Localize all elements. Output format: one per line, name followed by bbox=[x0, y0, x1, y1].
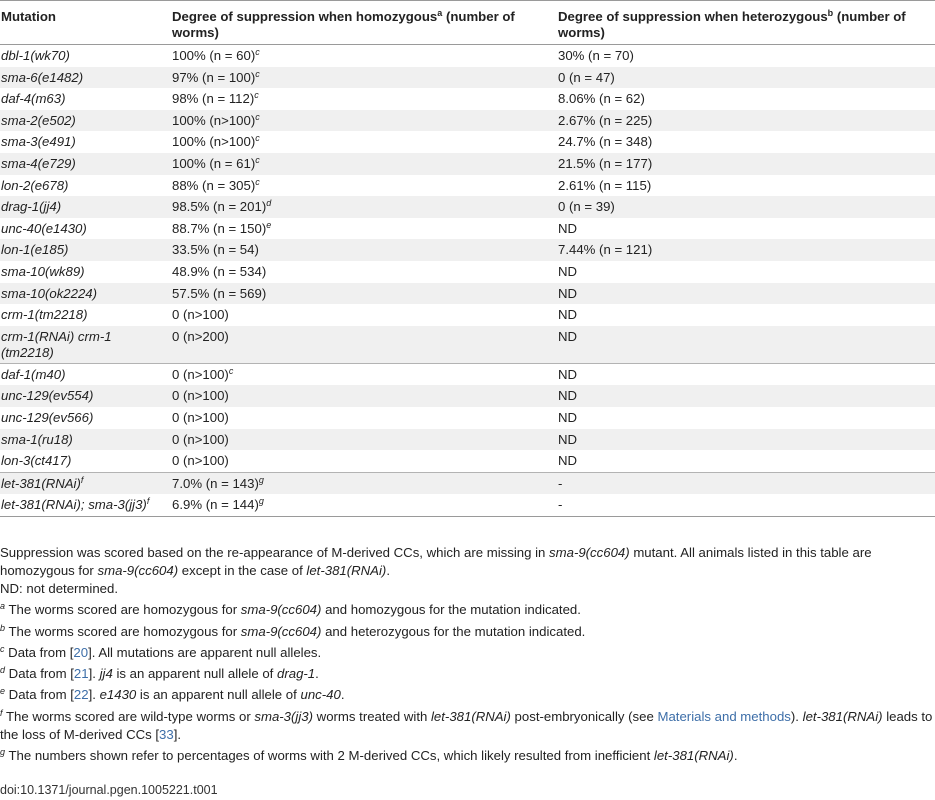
ref-link-33[interactable]: 33 bbox=[159, 726, 174, 742]
homozygous-cell: 0 (n>100) bbox=[172, 453, 229, 469]
mutation-cell: crm-1(RNAi) crm-1 (tm2218) bbox=[0, 326, 171, 364]
heterozygous-cell: ND bbox=[557, 283, 935, 305]
mutation-cell: unc-129(ev554) bbox=[0, 385, 171, 407]
homozygous-cell: 100% (n>100)$^c$ bbox=[172, 133, 260, 150]
homozygous-cell: 97% (n = 100)$^c$ bbox=[171, 67, 557, 89]
table-row bbox=[0, 45, 935, 67]
heterozygous-cell: 8.06% (n = 62) bbox=[558, 91, 645, 107]
homozygous-cell: 0 (n>100)$^c$ bbox=[171, 363, 557, 385]
ref-link-21[interactable]: 21 bbox=[73, 666, 89, 682]
mutation-cell: lon-3(ct417) bbox=[1, 453, 72, 469]
doi-text: doi:10.1371/journal.pgen.1005221.t001 bbox=[0, 783, 218, 797]
homozygous-cell: 98.5% (n = 201)$^d$ bbox=[171, 196, 557, 218]
mutation-cell: drag-1(jj4) bbox=[0, 196, 171, 218]
table-row bbox=[0, 261, 935, 283]
heterozygous-cell: - bbox=[557, 472, 935, 494]
table-row bbox=[0, 450, 935, 472]
homozygous-cell: 0 (n>100) bbox=[171, 429, 557, 451]
heterozygous-cell: ND bbox=[557, 385, 935, 407]
mutation-cell: daf-4(m63) bbox=[1, 91, 66, 107]
heterozygous-cell: ND bbox=[558, 409, 578, 425]
mutation-cell: lon-2(e678) bbox=[1, 177, 69, 193]
homozygous-cell: 0 (n>200) bbox=[171, 326, 557, 364]
heterozygous-cell: 21.5% (n = 177) bbox=[557, 153, 935, 175]
heterozygous-cell: 24.7% (n = 348) bbox=[558, 134, 653, 150]
footnote-nd: ND: not determined. bbox=[0, 581, 119, 596]
homozygous-cell: 0 (n>100) bbox=[172, 307, 229, 323]
header-heterozygous: Degree of suppression when heterozygous$^b$ (number of worms) bbox=[557, 1, 935, 45]
mutation-cell: lon-1(e185) bbox=[0, 239, 171, 261]
heterozygous-cell: 30% (n = 70) bbox=[558, 48, 634, 63]
table-row bbox=[0, 283, 935, 305]
heterozygous-cell: ND bbox=[557, 363, 935, 385]
table-row bbox=[0, 326, 935, 364]
heterozygous-cell: ND bbox=[558, 263, 578, 279]
footnote-d: $^d$ Data from [21]. jj4 is an apparent null allele of drag-1. bbox=[0, 665, 319, 682]
homozygous-cell: 100% (n = 60)$^c$ bbox=[172, 47, 260, 63]
mutation-cell: sma-10(wk89) bbox=[1, 263, 85, 279]
homozygous-cell: 48.9% (n = 534) bbox=[172, 263, 267, 279]
table-row bbox=[0, 363, 935, 385]
mutation-cell: sma-2(e502) bbox=[0, 110, 171, 132]
homozygous-cell: 7.0% (n = 143)$^g$ bbox=[171, 472, 557, 494]
heterozygous-cell: ND bbox=[558, 220, 578, 236]
footnote-e: $^e$ Data from [22]. e1430 is an apparent null allele of unc-40. bbox=[0, 686, 345, 703]
table-row bbox=[0, 131, 935, 153]
mutation-cell: sma-4(e729) bbox=[0, 153, 171, 175]
table-row bbox=[0, 494, 935, 516]
table-row bbox=[0, 304, 935, 326]
table-row bbox=[0, 472, 935, 494]
mutation-cell: unc-129(ev566) bbox=[1, 409, 94, 425]
heterozygous-cell: ND bbox=[557, 429, 935, 451]
table-row bbox=[0, 239, 935, 261]
table-row bbox=[0, 153, 935, 175]
table-row bbox=[0, 407, 935, 429]
mutation-cell: dbl-1(wk70) bbox=[1, 48, 70, 63]
footnote-f: $^f$ The worms scored are wild-type worms or sma-3(jj3) worms treated with let-381(RNAi) post-embryonically (see Materials and methods). let-381(RNAi) leads to the loss of M-derived CCs [33]. bbox=[0, 707, 933, 742]
homozygous-cell: 57.5% (n = 569) bbox=[171, 283, 557, 305]
table-header-row bbox=[0, 1, 935, 45]
table-row bbox=[0, 88, 935, 110]
homozygous-cell: 98% (n = 112)$^c$ bbox=[172, 90, 259, 107]
mutation-cell: let-381(RNAi); sma-$3(jj3)^f$ bbox=[0, 494, 171, 516]
mutation-cell: sma-1(ru18) bbox=[0, 429, 171, 451]
mutation-cell: let-381(RNAi)$^f$ bbox=[0, 472, 171, 494]
materials-methods-link[interactable]: Materials and methods bbox=[657, 708, 791, 724]
table-row bbox=[0, 429, 935, 451]
heterozygous-cell: 2.67% (n = 225) bbox=[557, 110, 935, 132]
table-row bbox=[0, 218, 935, 240]
heterozygous-cell: 7.44% (n = 121) bbox=[557, 239, 935, 261]
table-body bbox=[0, 45, 935, 517]
heterozygous-cell: 0 (n = 39) bbox=[557, 196, 935, 218]
footnote-main: Suppression was scored based on the re-appearance of M-derived CCs, which are missing in sma-9(cc604) mutant. All animals listed in this table are homozygous for sma-9(cc604) except in the case of let-381(RNAi). bbox=[0, 545, 872, 578]
heterozygous-cell: ND bbox=[557, 326, 935, 364]
heterozygous-cell: ND bbox=[558, 453, 578, 469]
heterozygous-cell: 0 (n = 47) bbox=[557, 67, 935, 89]
header-homozygous: Degree of suppression when homozygous$^a$ (number of worms) bbox=[171, 1, 557, 45]
mutation-cell: daf-1(m40) bbox=[0, 363, 171, 385]
table-row bbox=[0, 110, 935, 132]
homozygous-cell: 100% (n = 61)$^c$ bbox=[171, 153, 557, 175]
footnote-b: $^b$ The worms scored are homozygous for sma-9(cc604) and heterozygous for the mutation indicated. bbox=[0, 622, 586, 639]
table-row bbox=[0, 67, 935, 89]
heterozygous-cell: 2.61% (n = 115) bbox=[558, 177, 652, 193]
footnote-c: $^c$ Data from [20]. All mutations are apparent null alleles. bbox=[0, 643, 322, 660]
header-mutation: Mutation bbox=[0, 1, 171, 45]
mutation-cell: sma-3(e491) bbox=[1, 134, 76, 150]
ref-link-20[interactable]: 20 bbox=[73, 644, 89, 660]
homozygous-cell: 33.5% (n = 54) bbox=[171, 239, 557, 261]
table-row bbox=[0, 175, 935, 197]
homozygous-cell: 6.9% (n = 144)$^g$ bbox=[171, 494, 557, 516]
footnote-a: $^a$ The worms scored are homozygous for sma-9(cc604) and homozygous for the mutation indicated. bbox=[0, 601, 581, 618]
homozygous-cell: 88.7% (n = 150)$^e$ bbox=[172, 219, 272, 236]
mutation-cell: sma-10(ok2224) bbox=[0, 283, 171, 305]
homozygous-cell: 88% (n = 305)$^c$ bbox=[172, 176, 260, 193]
heterozygous-cell: ND bbox=[558, 307, 578, 323]
ref-link-22[interactable]: 22 bbox=[73, 687, 89, 703]
footnote-g: $^g$ The numbers shown refer to percentages of worms with 2 M-derived CCs, which likely resulted from inefficient let-381(RNAi). bbox=[0, 747, 738, 764]
mutation-cell: crm-1(tm2218) bbox=[1, 307, 88, 323]
homozygous-cell: 100% (n>100)$^c$ bbox=[171, 110, 557, 132]
table-row bbox=[0, 385, 935, 407]
homozygous-cell: 0 (n>100) bbox=[172, 409, 229, 425]
mutation-cell: unc-40(e1430) bbox=[1, 220, 87, 236]
table-footnotes bbox=[0, 544, 935, 768]
homozygous-cell: 0 (n>100) bbox=[171, 385, 557, 407]
table-row bbox=[0, 196, 935, 218]
heterozygous-cell: - bbox=[557, 494, 935, 516]
mutation-cell: sma-6(e1482) bbox=[0, 67, 171, 89]
